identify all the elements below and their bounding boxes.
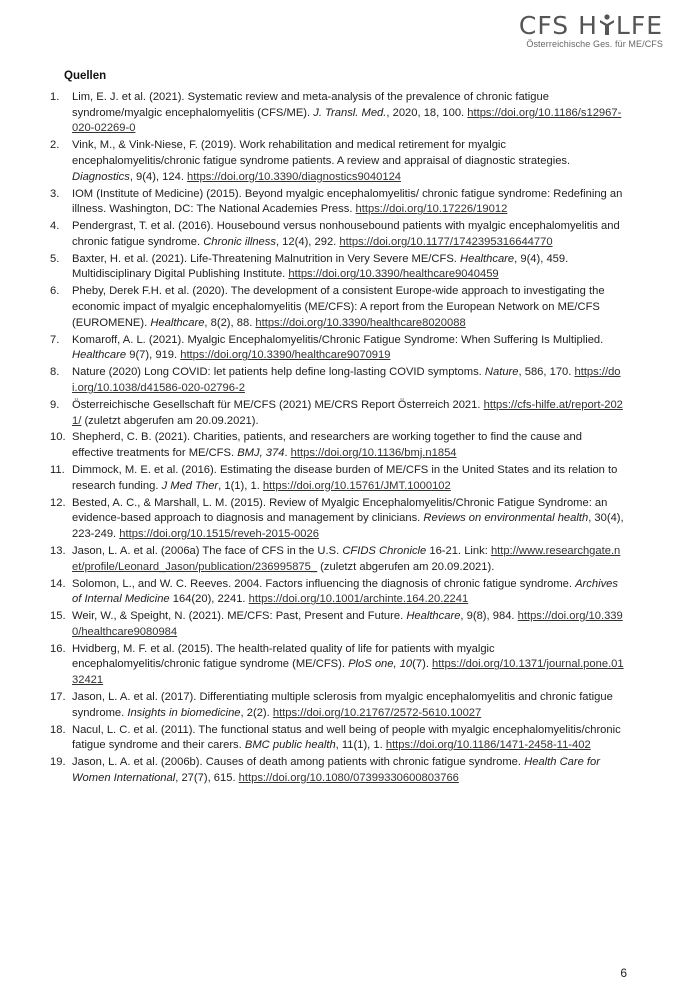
reference-citation: Jason, L. A. et al. (2017). Differentiating multiple sclerosis from myalgic encephalomyelitis and chronic fatigue syndrome. — [72, 691, 613, 719]
reference-citation: Bested, A. C., & Marshall, L. M. (2015). Review of Myalgic Encephalomyelitis/Chronic Fatigue Syndrome: an evidence-based approach to diagnosis and management by clinicians. — [72, 496, 608, 525]
reference-number: 18. — [50, 723, 66, 736]
reference-citation: Pendergrast, T. et al. (2016). Housebound versus nonhousebound patients with myalgic encephalomyelitis and chronic fatigue syndrome. — [72, 220, 620, 248]
reference-journal: Reviews on environmental health — [423, 512, 589, 525]
reference-number: 12. — [50, 496, 66, 509]
reference-citation: IOM (Institute of Medicine) (2015). Beyond myalgic encephalomyelitis/ chronic fatigue syndrome: Redefining an illness. Washington, DC: The National Academies Press. — [72, 187, 623, 216]
reference-link[interactable]: https://doi.org/10.1515/reveh-2015-0026 — [119, 528, 319, 541]
reference-details: , 9(4), 124. — [129, 170, 188, 183]
reference-citation: Solomon, L., and W. C. Reeves. 2004. Factors influencing the diagnosis of chronic fatigue syndrome. — [72, 577, 576, 590]
reference-link[interactable]: https://doi.org/10.1136/bmj.n1854 — [290, 447, 457, 460]
reference-number: 3. — [50, 187, 60, 200]
reference-link[interactable]: http://www.researchgate.net/profile/Leonard_Jason/publication/236995875_ — [72, 544, 621, 573]
reference-text — [72, 399, 623, 427]
reference-link[interactable]: https://doi.org/10.1177/1742395316644770 — [339, 235, 553, 248]
reference-number: 4. — [50, 220, 60, 233]
reference-link[interactable]: https://doi.org/10.15761/JMT.1000102 — [262, 479, 451, 492]
reference-citation: Nacul, L. C. et al. (2011). The functional status and well being of people with myalgic encephalomyelitis/chronic fatigue syndrome and their carers. — [72, 723, 621, 752]
reference-item — [50, 544, 625, 575]
reference-text — [72, 756, 600, 784]
reference-citation: Dimmock, M. E. et al. (2016). Estimating the disease burden of ME/CFS in the United States and its relation to research funding. — [72, 464, 618, 492]
reference-journal: Healthcare — [72, 349, 127, 362]
reference-journal: CFIDS Chronicle — [342, 544, 427, 557]
reference-number: 17. — [50, 691, 66, 704]
reference-text — [72, 464, 617, 492]
reference-details: . — [284, 447, 291, 460]
reference-link[interactable]: https://doi.org/10.3390/healthcare9080984 — [72, 610, 623, 638]
reference-details: 9(7), 919. — [126, 349, 181, 362]
reference-details: , 11(1), 1. — [335, 739, 386, 752]
reference-text — [72, 497, 624, 540]
reference-details: , 1(1), 1. — [218, 479, 263, 492]
reference-details: , 2(2). — [240, 706, 273, 719]
reference-number: 9. — [50, 398, 60, 411]
reference-text — [72, 253, 568, 281]
reference-link[interactable]: https://cfs-hilfe.at/report-2021/ — [72, 398, 623, 427]
reference-link[interactable]: https://doi.org/10.1001/archinte.164.20.2241 — [248, 593, 469, 606]
reference-item — [50, 90, 625, 137]
reference-journal: Healthcare — [150, 316, 205, 329]
reference-number: 14. — [50, 577, 66, 590]
reference-details: , 9(8), 984. — [460, 610, 518, 623]
logo-subtitle: Österreichische Ges. für ME/CFS — [526, 39, 663, 49]
reference-details: , 27(7), 615. — [175, 771, 239, 784]
reference-journal: J Med Ther — [161, 479, 219, 492]
reference-text — [72, 610, 623, 638]
reference-journal: Insights in biomedicine — [127, 706, 241, 719]
page-heading: Quellen — [64, 70, 107, 82]
reference-note: (zuletzt abgerufen am 20.09.2021). — [317, 560, 495, 573]
reference-link[interactable]: https://doi.org/10.3390/healthcare8020088 — [255, 316, 466, 329]
reference-details: , 9(4), 459. Multidisciplinary Digital Publishing Institute. — [72, 252, 569, 281]
reference-item — [50, 690, 625, 721]
reference-link[interactable]: https://doi.org/10.3390/healthcare9040459 — [288, 268, 499, 281]
reference-citation: Baxter, H. et al. (2021). Life-Threatening Malnutrition in Very Severe ME/CFS. — [72, 252, 461, 265]
reference-number: 16. — [50, 642, 66, 655]
reference-text — [72, 334, 603, 362]
reference-item — [50, 138, 625, 185]
reference-note: (zuletzt abgerufen am 20.09.2021). — [81, 414, 259, 427]
reference-number: 8. — [50, 366, 60, 379]
reference-journal: Healthcare — [460, 252, 515, 265]
reference-text — [72, 285, 605, 328]
reference-text — [72, 139, 570, 182]
reference-link[interactable]: https://doi.org/10.3390/diagnostics9040124 — [187, 170, 402, 183]
reference-text — [72, 91, 621, 134]
reference-link[interactable]: https://doi.org/10.1038/d41586-020-02796-2 — [72, 366, 621, 394]
reference-text — [72, 724, 621, 752]
reference-journal: PloS one, 10 — [348, 658, 413, 671]
reference-link[interactable]: https://doi.org/10.1371/journal.pone.0132421 — [72, 658, 624, 687]
reference-citation: Jason, L. A. et al. (2006b). Causes of death among patients with chronic fatigue syndrome. — [72, 756, 525, 769]
reference-journal: J. Transl. Med. — [313, 106, 387, 119]
reference-citation: Lim, E. J. et al. (2021). Systematic review and meta-analysis of the prevalence of chronic fatigue syndrome/myalgic encephalomyelitis (CFS/ME). — [72, 91, 549, 119]
reference-journal: Health Care for Women International — [72, 756, 600, 784]
reference-number: 13. — [50, 544, 66, 557]
reference-item — [50, 430, 625, 461]
reference-item — [50, 365, 625, 396]
reference-details: , 30(4), 223-249. — [72, 512, 624, 541]
reference-link[interactable]: https://doi.org/10.3390/healthcare9070919 — [180, 349, 391, 362]
reference-citation: Hvidberg, M. F. et al. (2015). The health-related quality of life for patients with myalgic encephalomyelitis/chronic fatigue syndrome (ME/CFS). — [72, 642, 495, 671]
reference-item — [50, 187, 625, 218]
reference-item — [50, 723, 625, 754]
reference-citation: Komaroff, A. L. (2021). Myalgic Encephalomyelitis/Chronic Fatigue Syndrome: When Suffering Is Multiplied. — [72, 333, 604, 346]
logo-text-part1: CFS H — [518, 11, 598, 40]
reference-details: 16-21. Link: — [426, 544, 491, 557]
logo-wordmark — [519, 12, 663, 40]
reference-citation: Shepherd, C. B. (2021). Charities, patients, and researchers are working together to find the cause and effective treatments for ME/CFS. — [72, 431, 582, 460]
reference-item — [50, 496, 625, 543]
reference-item — [50, 398, 625, 429]
reference-item — [50, 463, 625, 494]
reference-text — [72, 431, 582, 459]
reference-text — [72, 578, 618, 606]
reference-citation: Jason, L. A. et al. (2006a) The face of CFS in the U.S. — [72, 544, 343, 557]
reference-citation: Nature (2020) Long COVID: let patients help define long-lasting COVID symptoms. — [72, 366, 485, 379]
reference-link[interactable]: https://doi.org/10.21767/2572-5610.10027 — [272, 706, 482, 719]
reference-text — [72, 188, 622, 216]
reference-journal: Chronic illness — [203, 235, 276, 248]
reference-link[interactable]: https://doi.org/10.1186/s12967-020-02269-0 — [72, 106, 622, 135]
reference-text — [72, 366, 621, 394]
reference-journal: Diagnostics — [72, 170, 130, 183]
reference-link[interactable]: https://doi.org/10.1080/07399330600803766 — [238, 771, 459, 784]
reference-link[interactable]: https://doi.org/10.17226/19012 — [355, 203, 508, 216]
reference-journal: BMC public health — [244, 739, 336, 752]
logo-text-part2: LFE — [615, 11, 663, 40]
reference-number: 1. — [50, 91, 60, 103]
reference-item — [50, 333, 625, 364]
reference-number: 19. — [50, 756, 66, 769]
reference-citation: Vink, M., & Vink-Niese, F. (2019). Work rehabilitation and medical retirement for myalgic encephalomyelitis/chronic fatigue syndrome patients. A review and appraisal of diagnostic strategies. — [72, 139, 571, 167]
person-figure-icon — [599, 14, 615, 36]
reference-item — [50, 642, 625, 689]
reference-text — [72, 220, 620, 248]
reference-number: 7. — [50, 333, 60, 346]
reference-item — [50, 609, 625, 640]
reference-citation: Österreichische Gesellschaft für ME/CFS (2021) ME/CRS Report Österreich 2021. — [72, 398, 484, 411]
reference-journal: Healthcare — [406, 610, 461, 623]
reference-details: , 8(2), 88. — [204, 316, 256, 329]
reference-number: 15. — [50, 610, 66, 623]
reference-list — [50, 90, 625, 788]
reference-citation: Pheby, Derek F.H. et al. (2020). The development of a consistent Europe-wide approach to investigating the economic impact of myalgic encephalomyelitis (ME/CFS): A report from the European Network on ME/CFS (EUROMENE). — [72, 285, 605, 329]
reference-text — [72, 643, 624, 686]
reference-details: , 2020, 18, 100. — [386, 106, 468, 119]
reference-item — [50, 219, 625, 250]
reference-item — [50, 755, 625, 786]
reference-number: 2. — [50, 139, 60, 152]
reference-number: 11. — [50, 464, 65, 477]
reference-item — [50, 284, 625, 331]
reference-text — [72, 545, 620, 573]
reference-citation: Weir, W., & Speight, N. (2021). ME/CFS: Past, Present and Future. — [72, 610, 407, 623]
reference-journal: BMJ, 374 — [237, 447, 285, 460]
reference-item — [50, 252, 625, 283]
reference-details: , 586, 170. — [518, 366, 575, 379]
reference-number: 10. — [50, 431, 66, 444]
page-number: 6 — [620, 966, 627, 980]
reference-number: 5. — [50, 252, 60, 265]
reference-journal: Archives of Internal Medicine — [72, 577, 618, 606]
reference-number: 6. — [50, 285, 60, 298]
reference-text — [72, 691, 613, 719]
cfs-hilfe-logo — [519, 12, 663, 49]
reference-item — [50, 577, 625, 608]
reference-journal: Nature — [484, 366, 519, 379]
reference-details: 164(20), 2241. — [169, 593, 249, 606]
reference-details: (7). — [412, 658, 433, 671]
reference-details: , 12(4), 292. — [275, 235, 340, 248]
reference-link[interactable]: https://doi.org/10.1186/1471-2458-11-402 — [385, 739, 591, 752]
